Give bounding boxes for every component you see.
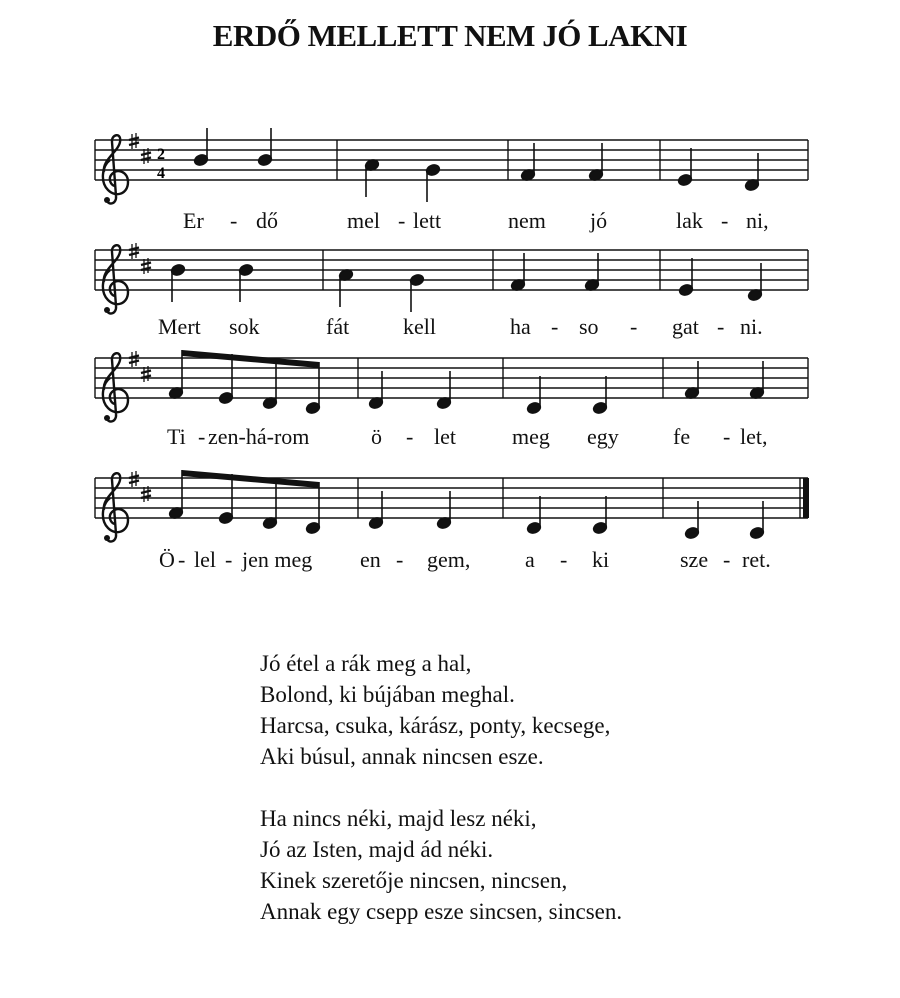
lyric-syllable: ret.	[742, 547, 771, 572]
lyric-syllable: mel	[347, 208, 380, 233]
lyric-syllable: gem,	[427, 547, 471, 572]
lyric-line-1	[183, 208, 769, 233]
verse-line: Annak egy csepp esze sincsen, sincsen.	[260, 899, 623, 924]
lyric-syllable: lak	[676, 208, 703, 233]
lyric-syllable: sok	[229, 314, 260, 339]
lyric-syllable: Ö	[159, 547, 175, 572]
verse-line: Kinek szeretője nincsen, nincsen,	[260, 868, 568, 893]
lyric-syllable: -	[225, 547, 233, 572]
lyric-syllable: lel	[194, 547, 216, 572]
sharp-icon	[129, 243, 139, 259]
lyric-syllable: ni,	[746, 208, 769, 233]
lyric-syllable: let	[434, 424, 456, 449]
final-barline	[803, 478, 809, 518]
lyric-syllable: dő	[256, 208, 278, 233]
verse-line: Harcsa, csuka, kárász, ponty, kecsege,	[260, 713, 611, 738]
lyric-syllable: egy	[587, 424, 619, 449]
stanza-2	[260, 803, 820, 927]
lyric-syllable: sze	[680, 547, 709, 572]
lyric-syllable: -	[717, 314, 725, 339]
stanza-1	[260, 648, 820, 772]
lyric-syllable: jó	[590, 208, 608, 233]
verse-stanzas	[260, 648, 820, 958]
staff-system-1	[95, 128, 808, 233]
time-signature-bottom: 4	[157, 165, 165, 182]
lyric-syllable: nem	[508, 208, 546, 233]
lyric-syllable: fe	[673, 424, 691, 449]
lyric-syllable: a	[525, 547, 535, 572]
lyric-syllable: -	[406, 424, 414, 449]
lyric-syllable: -	[178, 547, 186, 572]
lyric-syllable: -	[721, 208, 729, 233]
lyric-syllable: -	[198, 424, 206, 449]
staff-system-3	[95, 350, 808, 449]
lyric-syllable: Mert	[158, 314, 201, 339]
verse-line: Aki búsul, annak nincsen esze.	[260, 744, 544, 769]
song-title: ERDŐ MELLETT NEM JÓ LAKNI	[212, 18, 688, 53]
verse-line: Bolond, ki bújában meghal.	[260, 682, 515, 707]
sharp-icon	[129, 133, 139, 149]
lyric-syllable: Er	[183, 208, 204, 233]
lyric-syllable: -	[398, 208, 406, 233]
lyric-syllable: ö	[371, 424, 382, 449]
lyric-syllable: jen meg	[242, 547, 313, 572]
lyric-syllable: let,	[740, 424, 768, 449]
beam	[182, 470, 319, 488]
lyric-syllable: Ti	[167, 424, 186, 449]
staff-system-2	[95, 243, 808, 339]
lyric-syllable: -	[551, 314, 559, 339]
sharp-icon	[129, 471, 139, 487]
lyric-line-3	[167, 424, 768, 449]
lyric-syllable: meg	[512, 424, 550, 449]
time-signature-top: 2	[157, 146, 165, 163]
lyric-line-4	[159, 547, 771, 572]
lyric-syllable: -	[630, 314, 638, 339]
beam	[182, 350, 319, 368]
lyric-syllable: ha	[510, 314, 531, 339]
lyric-syllable: -	[560, 547, 568, 572]
sharp-icon	[129, 351, 139, 367]
staff-system-4	[95, 470, 809, 572]
lyric-syllable: -	[723, 547, 731, 572]
lyric-syllable: zen-há-rom	[208, 424, 310, 449]
lyric-syllable: kell	[403, 314, 436, 339]
lyric-syllable: ki	[592, 547, 610, 572]
lyric-syllable: ni.	[740, 314, 763, 339]
lyric-syllable: fát	[326, 314, 350, 339]
verse-line: Jó étel a rák meg a hal,	[260, 651, 472, 676]
lyric-syllable: so	[579, 314, 599, 339]
lyric-syllable: en	[360, 547, 381, 572]
lyric-syllable: -	[723, 424, 731, 449]
lyric-syllable: gat	[672, 314, 699, 339]
lyric-line-2	[158, 314, 763, 339]
lyric-syllable: -	[230, 208, 238, 233]
verse-line: Ha nincs néki, majd lesz néki,	[260, 806, 537, 831]
verse-line: Jó az Isten, majd ád néki.	[260, 837, 494, 862]
lyric-syllable: lett	[413, 208, 442, 233]
lyric-syllable: -	[396, 547, 404, 572]
